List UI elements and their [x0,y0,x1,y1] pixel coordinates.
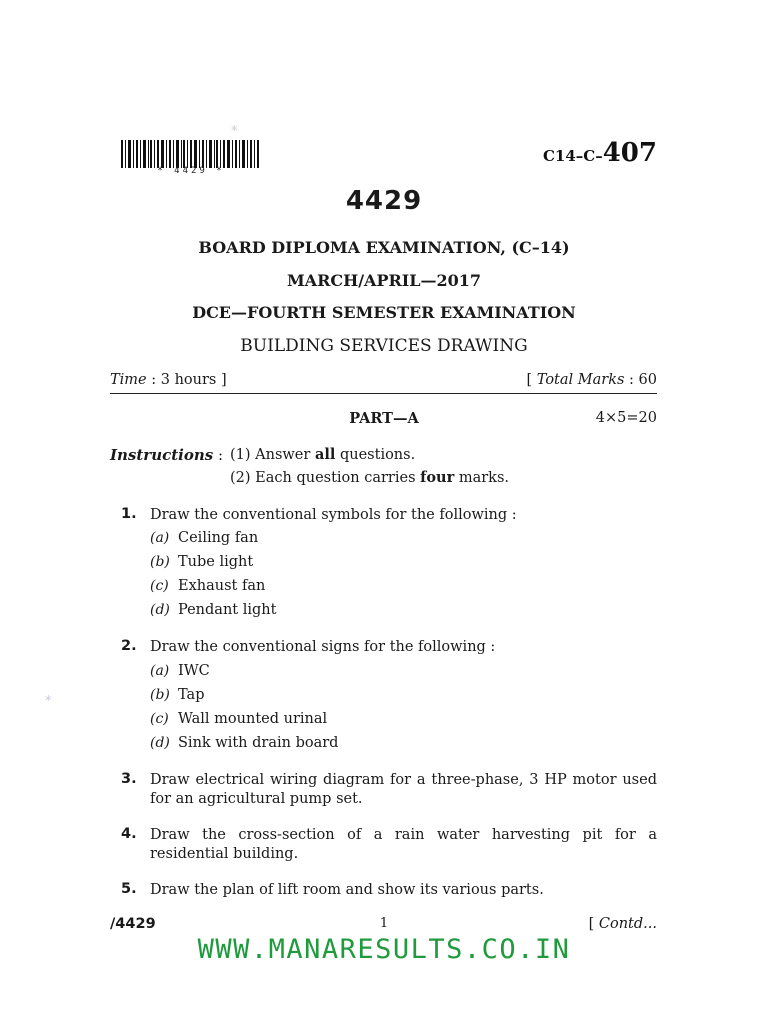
marks-info: [ Total Marks : 60 [526,372,657,388]
question-text: Draw the plan of lift room and show its various parts. [150,882,544,898]
sub-item-text: IWC [178,663,210,679]
question-text: Draw the conventional symbols for the following : [150,507,517,523]
instruction-item: (1) Answer all questions. [230,446,416,463]
sub-item-text: Sink with drain board [178,735,339,751]
paper-code-number: 407 [602,138,657,168]
paper-number: 4429 [345,186,423,216]
header-divider [110,393,657,394]
sub-item-text: Tube light [178,554,254,570]
star-mark: * [231,124,238,139]
website-watermark: WWW.MANARESULTS.CO.IN [197,934,571,965]
barcode [121,140,261,168]
instructions-label: Instructions : [110,446,224,464]
sub-item-label: (c) [150,711,169,727]
exam-semester: DCE—FOURTH SEMESTER EXAMINATION [192,303,576,322]
sub-item-label: (b) [150,687,170,703]
paper-code-prefix: C14–C– [542,147,603,165]
sub-item-label: (a) [150,530,170,546]
time-value: 3 hours ] [160,372,227,388]
sub-item-label: (d) [150,735,170,751]
sub-item-label: (d) [150,602,170,618]
paper-code [543,138,657,168]
sub-item-text: Ceiling fan [178,530,259,546]
instruction-item: (2) Each question carries four marks. [230,469,510,486]
part-marks: 4×5=20 [595,410,657,426]
marks-bracket: [ [526,372,533,388]
time-info: Time : 3 hours ] [110,372,227,388]
sub-item-text: Exhaust fan [178,578,266,594]
question-number: 5. [121,881,137,897]
sub-item-label: (c) [150,578,169,594]
footer-paper-number: /4429 [110,916,156,932]
exam-session: MARCH/APRIL—2017 [286,271,482,290]
question-text: Draw the cross-section of a rain water harvesting pit for a residential building. [150,827,657,862]
marks-value: 60 [638,372,657,388]
question-number: 4. [121,826,137,842]
sub-item-text: Pendant light [178,602,277,618]
question-number: 1. [121,506,137,522]
exam-title: BOARD DIPLOMA EXAMINATION, (C–14) [198,238,570,257]
marks-label: Total Marks [536,372,625,388]
question-text: Draw the conventional signs for the following : [150,639,496,655]
subject-title: BUILDING SERVICES DRAWING [240,336,528,356]
page-number: 1 [379,916,389,931]
sub-item-label: (a) [150,663,170,679]
sub-item-text: Wall mounted urinal [178,711,328,727]
sub-item-label: (b) [150,554,170,570]
part-title: PART—A [349,410,419,427]
question-number: 2. [121,638,137,654]
question-number: 3. [121,771,137,787]
footer-continued: [ Contd... [588,916,657,932]
star-mark: * [45,694,52,709]
barcode-number: * 4429 * [157,166,225,176]
time-label: Time [110,372,147,388]
question-text: Draw electrical wiring diagram for a three-phase, 3 HP motor used for an agricultural pump set. [150,772,657,807]
sub-item-text: Tap [178,687,205,703]
